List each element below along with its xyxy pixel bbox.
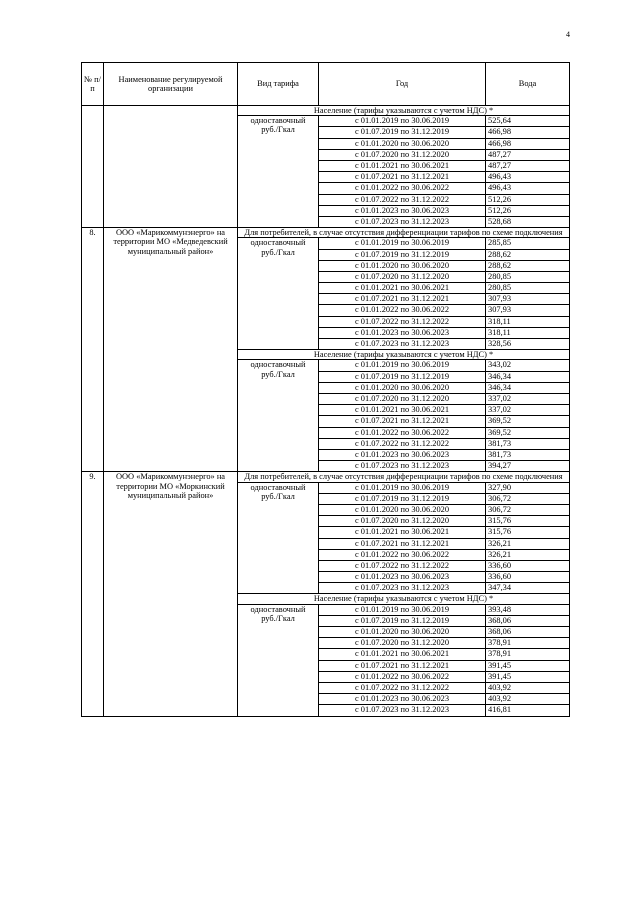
period-cell: с 01.01.2020 по 30.06.2020 — [319, 504, 486, 515]
water-value-cell: 512,26 — [486, 194, 570, 205]
water-value-cell: 346,34 — [486, 382, 570, 393]
period-cell: с 01.01.2019 по 30.06.2019 — [319, 238, 486, 249]
group-title-row — [82, 472, 570, 482]
period-cell: с 01.07.2022 по 31.12.2022 — [319, 560, 486, 571]
water-value-cell: 315,76 — [486, 527, 570, 538]
water-value-cell: 307,93 — [486, 305, 570, 316]
group-title: Для потребителей, в случае отсутствия дифференциации тарифов по схеме подключения — [238, 472, 570, 482]
water-value-cell: 394,27 — [486, 461, 570, 472]
header-type: Вид тарифа — [238, 63, 319, 106]
period-cell: с 01.01.2023 по 30.06.2023 — [319, 449, 486, 460]
tariff-type — [238, 238, 319, 350]
period-cell: с 01.07.2023 по 31.12.2023 — [319, 705, 486, 716]
water-value-cell: 496,43 — [486, 172, 570, 183]
header-org: Наименование регулируемой организации — [104, 63, 238, 106]
water-value-cell: 318,11 — [486, 327, 570, 338]
tariff-type-line1: одноставочный — [250, 116, 306, 126]
water-value-cell: 466,98 — [486, 127, 570, 138]
group-title: Население (тарифы указываются с учетом НДС) * — [238, 106, 570, 116]
header-num: № п/п — [82, 63, 104, 106]
tariff-table — [81, 62, 570, 717]
table-header-row — [82, 63, 570, 106]
tariff-type-line1: одноставочный — [250, 482, 306, 492]
water-value-cell: 525,64 — [486, 116, 570, 127]
period-cell: с 01.01.2023 по 30.06.2023 — [319, 694, 486, 705]
header-water: Вода — [486, 63, 570, 106]
water-value-cell: 368,06 — [486, 615, 570, 626]
tariff-unit: руб./Гкал — [261, 369, 295, 379]
water-value-cell: 336,60 — [486, 572, 570, 583]
period-cell: с 01.07.2020 по 31.12.2020 — [319, 516, 486, 527]
page-number: 4 — [566, 30, 570, 39]
period-cell: с 01.01.2019 по 30.06.2019 — [319, 604, 486, 615]
period-cell: с 01.07.2020 по 31.12.2020 — [319, 149, 486, 160]
tariff-unit: руб./Гкал — [261, 125, 295, 135]
period-cell: с 01.01.2023 по 30.06.2023 — [319, 205, 486, 216]
period-cell: с 01.07.2021 по 31.12.2021 — [319, 660, 486, 671]
water-value-cell: 318,11 — [486, 316, 570, 327]
water-value-cell: 378,91 — [486, 649, 570, 660]
water-value-cell: 280,85 — [486, 283, 570, 294]
water-value-cell: 466,98 — [486, 138, 570, 149]
period-cell: с 01.07.2021 по 31.12.2021 — [319, 294, 486, 305]
water-value-cell: 391,45 — [486, 660, 570, 671]
period-cell: с 01.01.2019 по 30.06.2019 — [319, 116, 486, 127]
period-cell: с 01.01.2022 по 30.06.2022 — [319, 305, 486, 316]
row-number: 9. — [82, 472, 104, 716]
tariff-type — [238, 116, 319, 228]
period-cell: с 01.07.2023 по 31.12.2023 — [319, 339, 486, 350]
water-value-cell: 307,93 — [486, 294, 570, 305]
water-value-cell: 378,91 — [486, 638, 570, 649]
period-cell: с 01.01.2021 по 30.06.2021 — [319, 160, 486, 171]
period-cell: с 01.07.2020 по 31.12.2020 — [319, 394, 486, 405]
water-value-cell: 280,85 — [486, 271, 570, 282]
water-value-cell: 346,34 — [486, 371, 570, 382]
period-cell: с 01.07.2019 по 31.12.2019 — [319, 493, 486, 504]
water-value-cell: 337,02 — [486, 394, 570, 405]
water-value-cell: 368,06 — [486, 627, 570, 638]
period-cell: с 01.07.2022 по 31.12.2022 — [319, 316, 486, 327]
tariff-type — [238, 604, 319, 716]
num-cell-empty — [82, 106, 104, 228]
water-value-cell: 288,62 — [486, 260, 570, 271]
period-cell: с 01.07.2021 по 31.12.2021 — [319, 172, 486, 183]
period-cell: с 01.07.2022 по 31.12.2022 — [319, 682, 486, 693]
group-title: Население (тарифы указываются с учетом НДС) * — [238, 350, 570, 360]
water-value-cell: 347,34 — [486, 583, 570, 594]
water-value-cell: 315,76 — [486, 516, 570, 527]
water-value-cell: 326,21 — [486, 549, 570, 560]
period-cell: с 01.01.2020 по 30.06.2020 — [319, 260, 486, 271]
period-cell: с 01.07.2020 по 31.12.2020 — [319, 271, 486, 282]
header-year: Год — [319, 63, 486, 106]
period-cell: с 01.07.2019 по 31.12.2019 — [319, 249, 486, 260]
period-cell: с 01.01.2019 по 30.06.2019 — [319, 360, 486, 371]
water-value-cell: 381,73 — [486, 438, 570, 449]
group-title-row — [82, 228, 570, 238]
tariff-type-line1: одноставочный — [250, 360, 306, 370]
water-value-cell: 328,56 — [486, 339, 570, 350]
period-cell: с 01.07.2023 по 31.12.2023 — [319, 583, 486, 594]
tariff-type-line1: одноставочный — [250, 604, 306, 614]
water-value-cell: 336,60 — [486, 560, 570, 571]
water-value-cell: 416,81 — [486, 705, 570, 716]
water-value-cell: 487,27 — [486, 149, 570, 160]
row-number: 8. — [82, 228, 104, 472]
period-cell: с 01.07.2020 по 31.12.2020 — [319, 638, 486, 649]
period-cell: с 01.01.2023 по 30.06.2023 — [319, 327, 486, 338]
water-value-cell: 381,73 — [486, 449, 570, 460]
period-cell: с 01.07.2022 по 31.12.2022 — [319, 438, 486, 449]
water-value-cell: 327,90 — [486, 482, 570, 493]
period-cell: с 01.01.2022 по 30.06.2022 — [319, 427, 486, 438]
tariff-unit: руб./Гкал — [261, 491, 295, 501]
period-cell: с 01.07.2019 по 31.12.2019 — [319, 615, 486, 626]
period-cell: с 01.01.2022 по 30.06.2022 — [319, 671, 486, 682]
period-cell: с 01.01.2022 по 30.06.2022 — [319, 183, 486, 194]
period-cell: с 01.01.2019 по 30.06.2019 — [319, 482, 486, 493]
period-cell: с 01.01.2022 по 30.06.2022 — [319, 549, 486, 560]
water-value-cell: 288,62 — [486, 249, 570, 260]
water-value-cell: 487,27 — [486, 160, 570, 171]
period-cell: с 01.07.2021 по 31.12.2021 — [319, 538, 486, 549]
tariff-unit: руб./Гкал — [261, 613, 295, 623]
water-value-cell: 369,52 — [486, 427, 570, 438]
period-cell: с 01.07.2021 по 31.12.2021 — [319, 416, 486, 427]
table-body — [82, 106, 570, 717]
water-value-cell: 528,68 — [486, 216, 570, 227]
water-value-cell: 285,85 — [486, 238, 570, 249]
period-cell: с 01.01.2020 по 30.06.2020 — [319, 382, 486, 393]
period-cell: с 01.07.2023 по 31.12.2023 — [319, 461, 486, 472]
period-cell: с 01.01.2020 по 30.06.2020 — [319, 138, 486, 149]
period-cell: с 01.01.2021 по 30.06.2021 — [319, 405, 486, 416]
water-value-cell: 403,92 — [486, 694, 570, 705]
period-cell: с 01.07.2022 по 31.12.2022 — [319, 194, 486, 205]
organization-name: ООО «Марикоммунэнерго» на территории МО «Моркинский муниципальный район» — [104, 472, 238, 716]
water-value-cell: 343,02 — [486, 360, 570, 371]
water-value-cell: 391,45 — [486, 671, 570, 682]
tariff-type — [238, 360, 319, 472]
water-value-cell: 496,43 — [486, 183, 570, 194]
period-cell: с 01.01.2021 по 30.06.2021 — [319, 283, 486, 294]
period-cell: с 01.07.2019 по 31.12.2019 — [319, 127, 486, 138]
group-title: Для потребителей, в случае отсутствия дифференциации тарифов по схеме подключения — [238, 228, 570, 238]
water-value-cell: 369,52 — [486, 416, 570, 427]
period-cell: с 01.01.2020 по 30.06.2020 — [319, 627, 486, 638]
water-value-cell: 403,92 — [486, 682, 570, 693]
period-cell: с 01.07.2023 по 31.12.2023 — [319, 216, 486, 227]
tariff-type — [238, 482, 319, 594]
period-cell: с 01.01.2021 по 30.06.2021 — [319, 649, 486, 660]
group-title-row — [82, 106, 570, 116]
period-cell: с 01.01.2023 по 30.06.2023 — [319, 572, 486, 583]
water-value-cell: 512,26 — [486, 205, 570, 216]
water-value-cell: 393,48 — [486, 604, 570, 615]
tariff-unit: руб./Гкал — [261, 247, 295, 257]
water-value-cell: 326,21 — [486, 538, 570, 549]
tariff-type-line1: одноставочный — [250, 238, 306, 248]
group-title: Население (тарифы указываются с учетом НДС) * — [238, 594, 570, 604]
period-cell: с 01.01.2021 по 30.06.2021 — [319, 527, 486, 538]
water-value-cell: 337,02 — [486, 405, 570, 416]
period-cell: с 01.07.2019 по 31.12.2019 — [319, 371, 486, 382]
organization-name: ООО «Марикоммунэнерго» на территории МО «Медведевский муниципальный район» — [104, 228, 238, 472]
water-value-cell: 306,72 — [486, 493, 570, 504]
water-value-cell: 306,72 — [486, 504, 570, 515]
org-cell-empty — [104, 106, 238, 228]
